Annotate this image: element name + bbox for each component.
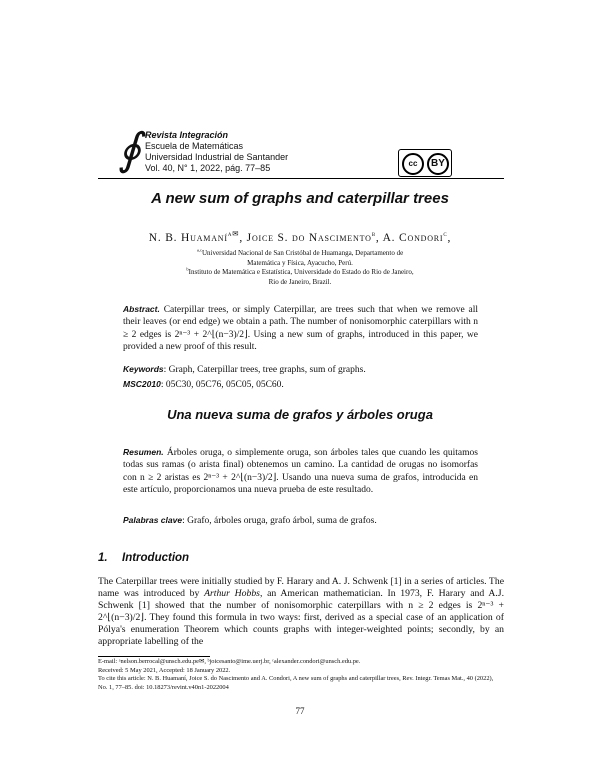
palabras-clave bbox=[123, 515, 478, 526]
paper-title: A new sum of graphs and caterpillar trees bbox=[151, 190, 449, 207]
keywords-label: Keywords bbox=[123, 364, 164, 374]
header-divider bbox=[98, 178, 504, 179]
author-3: A. Condori bbox=[382, 232, 444, 244]
cc-icon: cc bbox=[402, 153, 424, 175]
abstract bbox=[123, 303, 478, 354]
section-title: Introduction bbox=[122, 552, 190, 564]
journal-header bbox=[145, 130, 288, 174]
footnote-email[interactable]: E-mail: ᵃnelson.berrocal@unsch.edu.pe✉, ᵇjoicesanto@ime.uerj.br, ᶜalexander.condori@unsch.edu.pe. bbox=[98, 658, 361, 665]
affil-a-line1: Universidad Nacional de San Cristóbal de Huamanga, Departamento de bbox=[202, 249, 404, 257]
spanish-title: Una nueva suma de grafos y árboles oruga bbox=[167, 407, 433, 422]
footnotes bbox=[98, 658, 504, 692]
affil-a-sup: a,c bbox=[196, 247, 202, 253]
palabras-text: : Grafo, árboles oruga, grafo árbol, suma de grafos. bbox=[182, 516, 377, 526]
abstract-text: Caterpillar trees, or simply Caterpillar, are trees such that when we remove all their leaves (or end edge) we obtain a path. The number of nonisomorphic caterpillars with n ≥ 2 edges is 2ⁿ⁻³ + 2^⌊(n−3)/2⌋. Using a new sum of graphs, introduced in this paper, we provided a new proof of this result. bbox=[123, 305, 479, 353]
affiliations bbox=[120, 249, 480, 287]
journal-logo-icon: ∮ bbox=[118, 125, 141, 174]
affil-b-line2: Rio de Janeiro, Brazil. bbox=[268, 277, 332, 286]
footnote-received: Received: 5 May 2021, Accepted: 18 January 2022. bbox=[98, 666, 231, 674]
introduction-paragraph bbox=[98, 576, 504, 649]
section-heading-introduction bbox=[98, 552, 189, 564]
affil-b-sup: b bbox=[186, 266, 189, 272]
page-number: 77 bbox=[295, 706, 305, 716]
affil-b-line1: Instituto de Matemática e Estatística, Universidade do Estado do Rio de Janeiro, bbox=[188, 268, 414, 276]
author-1-sup: a✉ bbox=[227, 229, 240, 239]
keywords-text: : Graph, Caterpillar trees, tree graphs, sum of graphs. bbox=[163, 365, 366, 375]
attribution-icon: BY bbox=[427, 153, 449, 175]
resumen-text: Árboles oruga, o simplemente oruga, son árboles tales que cuando les quitamos todas sus ramas (o arista final) obtenemos un camino. La cantidad de orugas no isomorfas con n ≥ 2 aristas es 2ⁿ⁻³ + 2^⌊(n−3)/2⌋. Usando una nueva suma de grafos, introducida en este artículo, proporcionamos una nueva prueba de este resultado. bbox=[123, 448, 478, 496]
journal-university: Universidad Industrial de Santander bbox=[145, 152, 289, 162]
msc-label: MSC2010 bbox=[123, 379, 161, 389]
journal-name: Revista Integración bbox=[145, 130, 229, 140]
section-number: 1. bbox=[98, 552, 108, 564]
footnote-cite: To cite this article: N. B. Huamaní, Joice S. do Nascimento and A. Condori, A new sum of graphs and caterpillar trees, Rev. Integr. Temas Mat., 40 (2022), No. 1, 77–85. doi: 10.18273/revint.v40n1-2022004 bbox=[98, 675, 494, 691]
intro-text-1: The Caterpillar trees were initially studied by F. Harary and A. J. Schwenk [1] in a series of articles. The name was introduced by bbox=[98, 576, 504, 600]
author-2-sup: b bbox=[371, 229, 376, 239]
journal-school: Escuela de Matemáticas bbox=[145, 141, 244, 151]
keywords bbox=[123, 364, 478, 375]
footnote-divider bbox=[98, 656, 210, 657]
author-2: Joice S. do Nascimento bbox=[246, 232, 372, 244]
intro-italic-name: Arthur Hobbs bbox=[204, 588, 260, 600]
author-3-sup: c bbox=[443, 229, 448, 239]
intro-text-2: , an American mathematician. In 1973, F. Harary and A.J. Schwenk [1] showed that the number of nonisomorphic caterpillars with n ≥ 2 edges is 2ⁿ⁻³ + 2^⌊(n−3)/2⌋. They found this formula in two ways: first, derived as a special case of an application of Pólya's enumeration Theorem which counts graphs with integer-weighted points; secondly, by an appropriate labelling of the bbox=[98, 588, 504, 648]
author-1: N. B. Huamaní bbox=[148, 232, 228, 244]
msc-text: : 05C30, 05C76, 05C05, 05C60. bbox=[160, 380, 284, 390]
resumen bbox=[123, 446, 478, 497]
affil-a-line2: Matemática y Física, Ayacucho, Perú. bbox=[247, 258, 353, 267]
abstract-label: Abstract. bbox=[123, 304, 160, 314]
cc-license-badge[interactable] bbox=[398, 149, 452, 177]
palabras-label: Palabras clave bbox=[123, 515, 183, 525]
msc-codes bbox=[123, 379, 478, 390]
resumen-label: Resumen. bbox=[123, 447, 164, 457]
journal-volume: Vol. 40, N° 1, 2022, pág. 77–85 bbox=[145, 163, 271, 173]
author-list: N. B. Huamaní$^{a✉}$, Joice S. do Nascimento$^b$, A. Condori$^c$, bbox=[148, 229, 452, 244]
